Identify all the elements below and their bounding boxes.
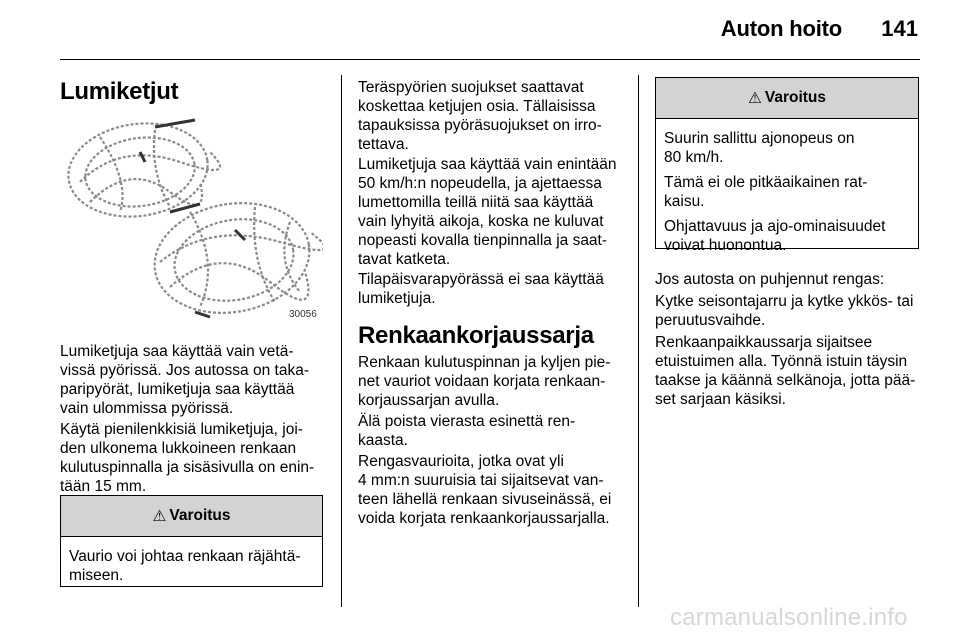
paragraph: Lumiketjuja saa käyttää vain vetä- vissä pyörissä. Jos autossa on taka- paripyörät, lumiketjuja saa käyttää vain ulommissa pyörissä. [60,343,309,417]
chapter-title: Auton hoito [720,16,842,41]
paragraph: Käytä pienilenkkisiä lumiketjuja, joi- den ulkonema lukkoineen renkaan kulutuspinnalla ja sisäsivulla on enin- tään 15 mm. [60,421,315,495]
warning-text: Vaurio voi johtaa renkaan räjähtä- miseen. [69,548,301,584]
header-rule [60,59,920,60]
page-number: 141 [881,16,918,41]
column-divider-left [341,75,342,607]
warning-body [656,119,918,255]
paragraph: Renkaan kulutuspinnan ja kyljen pie- net vauriot voidaan korjata renkaan- korjaussarjan avulla. [358,354,611,409]
warning-text: Tämä ei ole pitkäaikainen rat- kaisu. [664,174,868,210]
section-title-repair-kit: Renkaankorjaussarja [358,322,594,349]
paragraph: Älä poista vierasta esinettä ren- kaasta. [358,413,576,449]
watermark: carmanualsonline.info [670,604,908,631]
warning-text: Ohjattavuus ja ajo-ominaisuudet voivat huonontua. [664,218,886,254]
warning-body [61,537,322,585]
warning-box [60,495,323,587]
warning-header [656,78,918,119]
paragraph: Jos autosta on puhjennut rengas: [655,271,885,288]
paragraph: Rengasvaurioita, jotka ovat yli 4 mm:n suuruisia tai sijaitsevat van- teen lähellä renkaan sivuseinässä, ei voida korjata renkaankorjaussarjalla. [358,453,612,527]
figure-code: 30056 [289,309,317,320]
paragraph: Kytke seisontajarru ja kytke ykkös- tai peruutusvaihde. [655,293,914,329]
warning-title: Varoitus [764,89,827,106]
warning-triangle-icon: ⚠ [747,89,762,107]
column-divider-right [638,75,639,607]
paragraph: Tilapäisvarapyörässä ei saa käyttää lumiketjuja. [358,271,604,307]
warning-header [61,496,322,537]
warning-triangle-icon: ⚠ [152,507,167,525]
snow-chains-drawing [60,112,323,324]
warning-box [655,77,919,254]
paragraph: Renkaanpaikkaussarja sijaitsee etuistuimen alla. Työnnä istuin täysin taakse ja käännä selkänoja, jotta pää- set sarjaan käsiksi. [655,334,916,408]
warning-text: Suurin sallittu ajonopeus on 80 km/h. [664,130,855,166]
warning-title: Varoitus [169,507,231,524]
page-header [0,0,960,60]
paragraph: Teräspyörien suojukset saattavat koskettaa ketjujen osia. Tällaisissa tapauksissa pyöräsuojukset on irro- tettava. [358,79,602,153]
section-title-snow-chains: Lumiketjut [60,78,179,105]
paragraph: Lumiketjuja saa käyttää vain enintään 50 km/h:n nopeudella, ja ajettaessa lumettomilla teillä niitä saa käyttää vain lyhyitä aikoja, koska ne kuluvat nopeasti kovalla tienpinnalla ja saat- tavat katketa. [358,156,617,268]
snow-chains-illustration [60,112,323,324]
